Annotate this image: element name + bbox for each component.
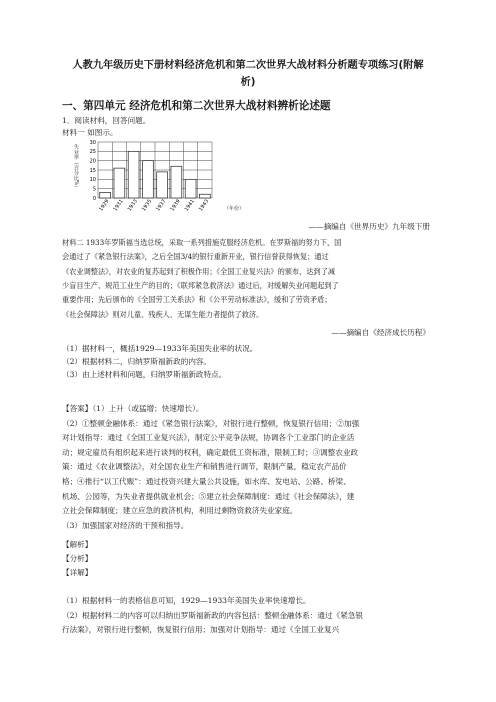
question-1: （1）据材料一，概括1929—1933年美国失业率的状况。: [62, 344, 258, 353]
bar: [157, 172, 168, 198]
unemployment-bar-chart: [74, 138, 274, 226]
question-intro: 1．阅读材料，回答问题。: [62, 116, 151, 125]
x-tick-label: 1933: [126, 198, 139, 213]
section-tag: 【分析】: [62, 553, 93, 563]
y-tick-label: 25: [89, 149, 96, 156]
y-tick-label: 20: [89, 158, 96, 165]
answer-line: 【答案】（1）上升（或猛增；快速增长）。: [62, 404, 204, 413]
detail-line: （1）根据材料一的表格信息可知，1929—1933年美国失业率快速增长。: [62, 596, 311, 605]
answer-line: 对计划指导：通过《全国工业复兴法》，制定公平竞争法规，协调各个工业部门的企业活: [62, 433, 355, 443]
section-heading: 一、第四单元 经济危机和第二次世界大战材料辨析论述题: [62, 100, 331, 112]
x-tick-label: 1941: [183, 198, 196, 213]
x-tick-label: 1931: [112, 198, 125, 213]
question-3: （3）由上述材料和问题，归纳罗斯福新政特点。: [62, 370, 227, 379]
bar: [185, 179, 196, 198]
material-two-line: 会通过了《紧急银行法案》，之后全国3/4的银行重新开业，银行信誉获得恢复；通过: [62, 252, 329, 262]
x-axis-label: （年份）: [224, 206, 245, 212]
section-tag: 【解析】: [62, 540, 93, 549]
material-two-line: 少盲目生产、规范工业生产的目的；《联邦紧急救济法》通过后，对缓解失业问题起到了: [62, 280, 339, 290]
answer-line: 策：通过《农业调整法》，对全国农业生产和销售进行调节，限制产量，稳定农产品价: [62, 462, 347, 472]
y-tick-label: 5: [92, 186, 96, 193]
detail-line: 行法案》，对银行进行整顿，恢复银行信用；加强对计划指导：通过《全国工业复兴: [62, 625, 340, 635]
material-two-line: 材料二 1933年罗斯福当选总统，采取一系列措施克服经济危机。在罗斯福的努力下，国: [62, 238, 342, 247]
y-axis-label: 失业率（百分比%）: [73, 144, 79, 191]
answer-line: （3）加强国家对经济的干预和指导。: [62, 520, 189, 530]
answer-line: 立社会保障制度；建立应急的救济机构，利用过剩物资救济失业家庭。: [62, 506, 298, 516]
question-2: （2）根据材料二，归纳罗斯福新政的内容。: [62, 357, 212, 366]
bar: [128, 151, 139, 198]
bar: [199, 194, 210, 198]
section-tag: 【详解】: [62, 567, 93, 577]
y-tick-labels: [90, 140, 96, 202]
material-two-line: 重要作用；先后颁布的《全国劳工关系法》和《公平劳动标准法》，缓和了劳资矛盾；: [62, 295, 332, 305]
answer-line: 格；④推行“以工代赈”：通过投资兴建大量公共设施，如水库、发电站、公路、桥梁、: [62, 477, 351, 486]
y-tick-label: 15: [89, 167, 96, 174]
x-tick-label: 1929: [98, 198, 111, 213]
bar: [100, 192, 111, 198]
answer-line: 机场、公园等，为失业者提供就业机会；⑤建立社会保障制度：通过《社会保障法》，建: [62, 491, 355, 501]
y-tick-label: 30: [89, 139, 96, 146]
material-one-source: ——摘编自《世界历史》九年级下册: [308, 222, 430, 231]
x-tick-label: 1937: [155, 198, 168, 213]
x-tick-labels: [98, 198, 210, 212]
material-one-label: 材料一 如图示。: [62, 128, 118, 137]
y-tick-label: 0: [92, 195, 96, 202]
x-tick-label: 1943: [197, 198, 211, 213]
bar: [142, 161, 153, 198]
x-tick-label: 1939: [169, 198, 182, 213]
material-two-line: 《社会保障法》则对儿童、残疾人、无谋生能力者提供了救济。: [62, 309, 264, 319]
document-title: 人教九年级历史下册材料经济危机和第二次世界大战材料分析题专项练习(附解析): [72, 60, 424, 88]
answer-line: （2）①整顿金融体系：通过《紧急银行法案》，对银行进行整顿，恢复银行信用；②加强: [62, 418, 360, 428]
x-tick-label: 1935: [140, 198, 154, 213]
y-tick-label: 10: [89, 177, 96, 184]
bar: [171, 166, 182, 198]
bar: [114, 168, 125, 198]
material-two-line: 《农业调整法》，对农业的复苏起到了积极作用；《全国工业复兴法》的颁布，达到了减: [62, 266, 336, 276]
answer-line: 动；规定雇员有组织起来进行谈判的权利，确定最低工资标准，限制工时；③调整农业政: [62, 447, 359, 457]
material-two-source: ——摘编自《经济成长历程》: [331, 328, 430, 337]
detail-line: （2）根据材料二的内容可以归纳出罗斯福新政的内容包括：整顿金融体系：通过《紧急银: [62, 610, 363, 620]
